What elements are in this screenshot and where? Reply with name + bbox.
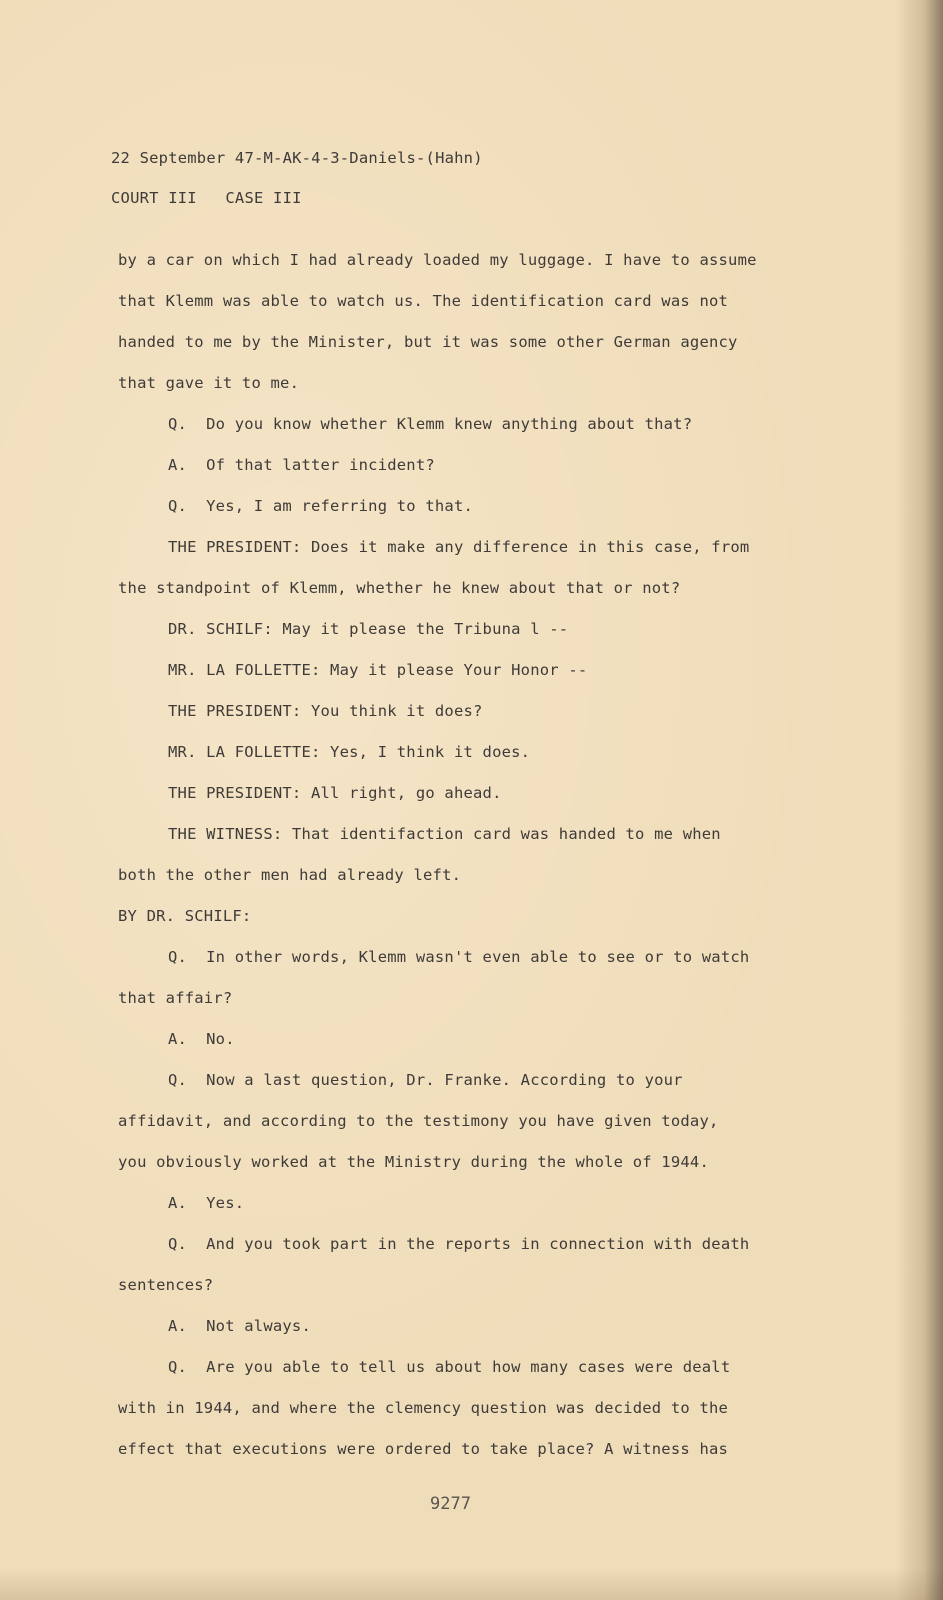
transcript-line: you obviously worked at the Ministry during the whole of 1944.: [118, 1153, 709, 1171]
transcript-line: with in 1944, and where the clemency question was decided to the: [118, 1399, 729, 1417]
page-number: 9277: [430, 1494, 471, 1514]
transcript-line: the standpoint of Klemm, whether he knew about that or not?: [118, 579, 681, 597]
transcript-line: Q. In other words, Klemm wasn't even able to see or to watch: [168, 948, 750, 966]
transcript-line: both the other men had already left.: [118, 866, 462, 884]
transcript-line: Q. Now a last question, Dr. Franke. According to your: [168, 1071, 683, 1089]
transcript-line: THE PRESIDENT: You think it does?: [168, 702, 483, 720]
transcript-line: A. Not always.: [168, 1317, 311, 1335]
transcript-line: Q. Are you able to tell us about how many cases were dealt: [168, 1358, 731, 1376]
transcript-line: Q. Do you know whether Klemm knew anything about that?: [168, 415, 693, 433]
header-court-case: COURT III CASE III: [111, 189, 302, 207]
transcript-line: affidavit, and according to the testimony you have given today,: [118, 1112, 719, 1130]
transcript-line: effect that executions were ordered to take place? A witness has: [118, 1440, 729, 1458]
transcript-line: handed to me by the Minister, but it was some other German agency: [118, 333, 738, 351]
transcript-line: THE PRESIDENT: All right, go ahead.: [168, 784, 502, 802]
transcript-line: MR. LA FOLLETTE: Yes, I think it does.: [168, 743, 531, 761]
transcript-line: A. Of that latter incident?: [168, 456, 435, 474]
transcript-line: A. Yes.: [168, 1194, 245, 1212]
header-date-reference: 22 September 47-M-AK-4-3-Daniels-(Hahn): [111, 149, 483, 167]
transcript-line: BY DR. SCHILF:: [118, 907, 252, 925]
transcript-line: A. No.: [168, 1030, 235, 1048]
transcript-line: that gave it to me.: [118, 374, 300, 392]
transcript-line: Q. And you took part in the reports in connection with death: [168, 1235, 750, 1253]
transcript-line: sentences?: [118, 1276, 214, 1294]
transcript-line: THE PRESIDENT: Does it make any difference in this case, from: [168, 538, 750, 556]
transcript-line: Q. Yes, I am referring to that.: [168, 497, 474, 515]
transcript-line: by a car on which I had already loaded my luggage. I have to assume: [118, 251, 757, 269]
transcript-line: that Klemm was able to watch us. The identification card was not: [118, 292, 729, 310]
transcript-line: MR. LA FOLLETTE: May it please Your Honor --: [168, 661, 588, 679]
transcript-line: that affair?: [118, 989, 233, 1007]
transcript-line: DR. SCHILF: May it please the Tribuna l --: [168, 620, 569, 638]
transcript-line: THE WITNESS: That identifaction card was handed to me when: [168, 825, 721, 843]
